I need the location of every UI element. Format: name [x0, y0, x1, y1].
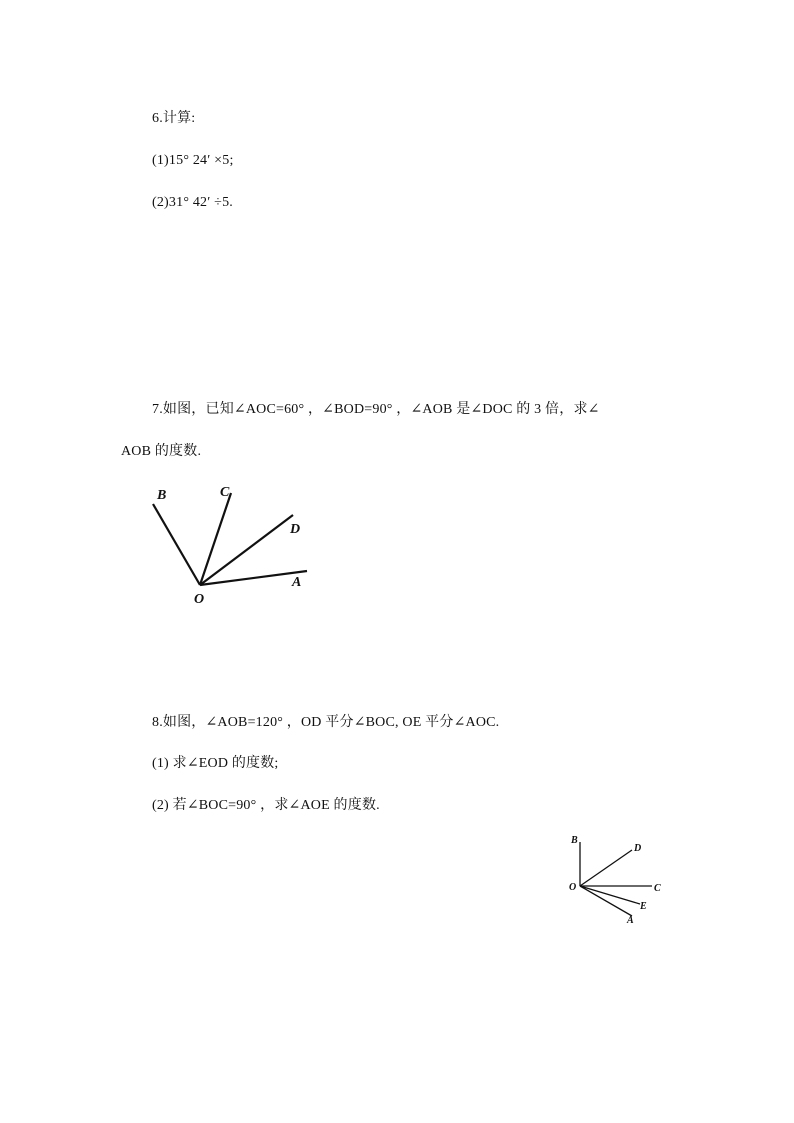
q8-label-c: C [654, 883, 661, 894]
q8-ray-oe [580, 886, 640, 904]
q8-angle-figure [560, 828, 670, 928]
q8-label-d: D [634, 843, 642, 854]
q8-part1: (1) 求∠EOD 的度数; [152, 756, 279, 771]
q8-label-o: O [569, 882, 577, 893]
q6-title: 6.计算: [152, 111, 196, 126]
q7-line2: AOB 的度数. [121, 444, 202, 459]
q8-label-e: E [640, 901, 647, 912]
q7-ray-oc [200, 493, 231, 585]
q7-label-d: D [290, 522, 301, 537]
q6-part2: (2)31° 42′ ÷5. [152, 195, 233, 210]
q8-label-b: B [571, 835, 578, 846]
q7-label-c: C [220, 485, 230, 500]
q8-ray-od [580, 850, 632, 886]
q8-line1: 8.如图，∠AOB=120° ，OD 平分∠BOC, OE 平分∠AOC. [152, 715, 500, 730]
q8-ray-oa [580, 886, 632, 916]
q8-part2: (2) 若∠BOC=90° ，求∠AOE 的度数. [152, 798, 380, 813]
q7-label-b: B [157, 488, 167, 503]
q7-angle-figure [140, 480, 320, 610]
q6-part1: (1)15° 24′ ×5; [152, 153, 234, 168]
q7-line1: 7.如图，已知∠AOC=60° ，∠BOD=90° ，∠AOB 是∠DOC 的 3 倍，求∠ [152, 402, 600, 417]
q7-label-o: O [194, 592, 205, 607]
q7-ray-ob [153, 504, 200, 585]
q8-label-a: A [627, 915, 634, 926]
q7-label-a: A [292, 575, 302, 590]
